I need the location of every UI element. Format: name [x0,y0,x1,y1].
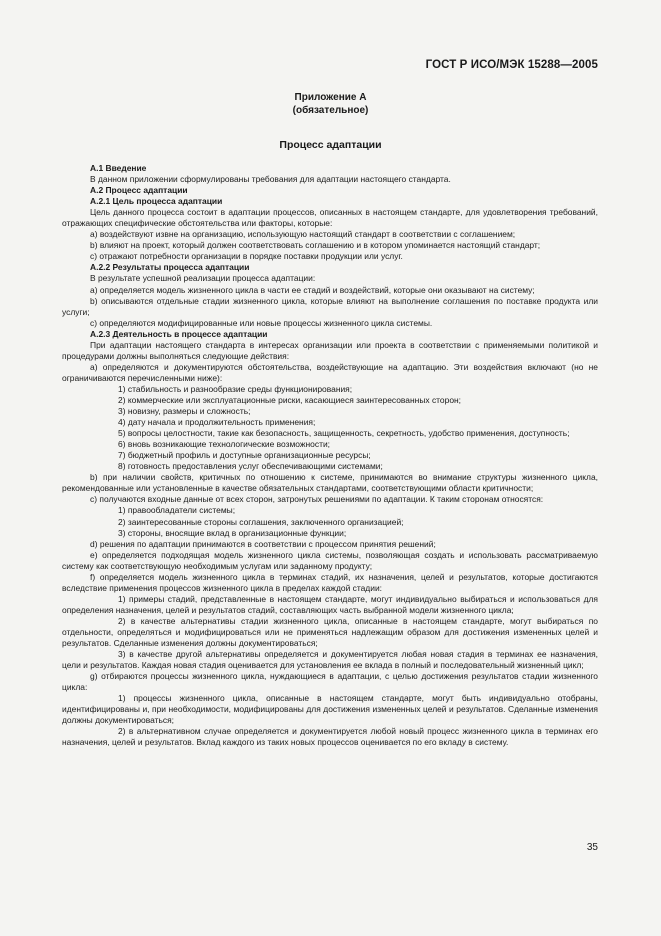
list-item-level2: 2) заинтересованные стороны соглашения, заключенного организацией; [118,516,404,527]
list-item-level2: 2) в качестве альтернативы стадии жизненного цикла, описанные в настоящем стандарте, могут выбираться по отдельности, определяться и модифицироваться или не применяться надлежащим образом для достижения измененных целей и результатов. Сделанные изменения должны документироваться; [62,615,598,649]
annex-heading [0,92,661,117]
subsection-heading: А.2.3 Деятельность в процессе адаптации [90,328,268,339]
subsection-heading: А.2.2 Результаты процесса адаптации [90,262,250,273]
list-item-level2: 3) новизну, размеры и сложность; [118,406,251,417]
subsection-heading: А.2 Процесс адаптации [90,185,188,196]
subsection-heading: А.2.1 Цель процесса адаптации [90,196,223,207]
paragraph: c) отражают потребности организации в порядке поставки продукции или услуг. [90,251,403,262]
list-item-level2: 2) в альтернативном случае определяется и документируется любой новый процесс жизненного цикла в терминах его назначения, целей и результатов. Вклад каждого из таких новых процессов оценивается по его вкладу в систему. [62,726,598,748]
paragraph: b) описываются отдельные стадии жизненного цикла, которые влияют на выполнение соглашения по поставке продукта или услуги; [62,295,598,317]
paragraph: f) определяется модель жизненного цикла в терминах стадий, их назначения, целей и результатов, которые достигаются вследствие применения процессов жизненного цикла в пределах каждой стадии: [62,571,598,593]
document-header: ГОСТ Р ИСО/МЭК 15288—2005 [425,59,598,71]
list-item-level2: 7) бюджетный профиль и доступные организационные ресурсы; [118,450,371,461]
paragraph: c) получаются входные данные от всех сторон, затронутых решениями по адаптации. К таким сторонам относятся: [90,494,544,505]
section-title: Процесс адаптации [279,139,382,151]
paragraph: g) отбираются процессы жизненного цикла, нуждающиеся в адаптации, с целью достижения результатов стадии жизненного цикла: [62,671,598,693]
list-item-level2: 4) дату начала и продолжительность применения; [118,417,316,428]
paragraph: В данном приложении сформулированы требования для адаптации настоящего стандарта. [90,174,451,185]
paragraph: b) при наличии свойств, критичных по отношению к системе, принимаются во внимание структуры жизненного цикла, рекомендованные или установленные в качестве обязательных стандартами, соответствующими области критичности; [62,472,598,494]
paragraph: В результате успешной реализации процесса адаптации: [90,273,316,284]
list-item-level2: 6) вновь возникающие технологические возможности; [118,439,331,450]
list-item-level2: 3) стороны, вносящие вклад в организационные функции; [118,527,347,538]
paragraph: d) решения по адаптации принимаются в соответствии с процессом принятия решений; [90,538,436,549]
subsection-heading: А.1 Введение [90,163,147,173]
page-number: 35 [586,842,598,853]
list-item-level2: 5) вопросы целостности, такие как безопасность, защищенность, секретность, удобство применения, доступность; [118,428,570,439]
paragraph: Цель данного процесса состоит в адаптации процессов, описанных в настоящем стандарте, для удовлетворения требований, отражающих специфические обстоятельства или факторы, которые: [62,207,598,229]
annex-status: (обязательное) [292,104,369,116]
list-item-level2: 1) процессы жизненного цикла, описанные в настоящем стандарте, могут быть индивидуально отобраны, идентифицированы и, при необходимости, модифицированы для достижения измененных целей и результатов. Сделанные изменения должны документироваться; [62,693,598,726]
list-item-level2: 1) стабильность и разнообразие среды функционирования; [118,383,353,394]
list-item-level2: 8) готовность предоставления услуг обеспечивающими системами; [118,461,383,472]
list-item-level2: 1) примеры стадий, представленные в настоящем стандарте, могут индивидуально выбираться и использоваться для определения назначения, целей и результатов стадий, составляющих часть выбранной модели жизненного цикла; [62,593,598,615]
list-item-level2: 1) правообладатели системы; [118,505,236,516]
list-item-level2: 3) в качестве другой альтернативы определяется и документируется любая новая стадия в терминах ее назначения, цели и результатов. Каждая новая стадия оценивается для установления ее вклада в полный и последовательный жизненный цикл; [62,649,598,671]
paragraph: a) определяются и документируются обстоятельства, воздействующие на адаптацию. Эти воздействия включают (но не ограничиваются перечисленными ниже): [62,361,598,383]
paragraph: a) определяется модель жизненного цикла в части ее стадий и воздействий, которые они оказывают на систему; [90,284,535,295]
paragraph: e) определяется подходящая модель жизненного цикла системы, позволяющая создать и использовать рассматриваемую систему как соответствующую необходимым услугам или заданному продукту; [62,549,598,571]
list-item-level2: 2) коммерческие или эксплуатационные риски, касающиеся заинтересованных сторон; [118,394,462,405]
paragraph: b) влияют на проект, который должен соответствовать соглашению и в котором упоминается настоящий стандарт; [90,240,541,251]
document-body [62,163,598,748]
paragraph: При адаптации настоящего стандарта в интересах организации или проекта в соответствии с применяемыми политикой и процедурами должны выполняться следующие действия: [62,339,598,361]
paragraph: c) определяются модифицированные или новые процессы жизненного цикла системы. [90,317,433,328]
annex-title: Приложение А [294,92,367,103]
paragraph: a) воздействуют извне на организацию, использующую настоящий стандарт в соответствии с соглашением; [90,229,516,240]
